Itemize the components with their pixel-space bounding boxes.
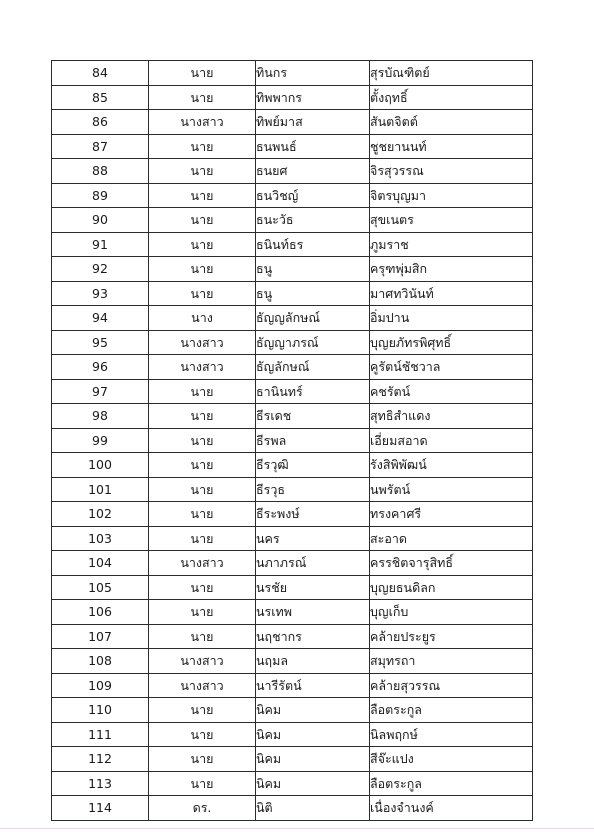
row-number-cell: 84: [52, 61, 149, 86]
table-row: [52, 673, 533, 698]
table-row: [52, 600, 533, 625]
row-number-cell: 86: [52, 110, 149, 135]
last-name-cell: ลือตระกูล: [370, 698, 533, 723]
name-title-cell: นาย: [149, 134, 256, 159]
name-title-cell: นาย: [149, 61, 256, 86]
name-title-cell: นางสาว: [149, 330, 256, 355]
name-title-cell: นาย: [149, 624, 256, 649]
last-name-cell: ภูมราช: [370, 232, 533, 257]
row-number-cell: 102: [52, 502, 149, 527]
name-title-cell: นาย: [149, 747, 256, 772]
row-number-cell: 98: [52, 404, 149, 429]
first-name-cell: ธัญญาภรณ์: [256, 330, 370, 355]
last-name-cell: สุขเนตร: [370, 208, 533, 233]
row-number-cell: 99: [52, 428, 149, 453]
row-number-cell: 114: [52, 796, 149, 821]
row-number-cell: 110: [52, 698, 149, 723]
first-name-cell: นฤชากร: [256, 624, 370, 649]
first-name-cell: ธนู: [256, 281, 370, 306]
last-name-cell: ครรชิตจารุสิทธิ์: [370, 551, 533, 576]
table-row: [52, 61, 533, 86]
last-name-cell: อิ่มปาน: [370, 306, 533, 331]
last-name-cell: นพรัตน์: [370, 477, 533, 502]
table-row: [52, 698, 533, 723]
table-row: [52, 649, 533, 674]
row-number-cell: 104: [52, 551, 149, 576]
last-name-cell: สุทธิสำแดง: [370, 404, 533, 429]
name-title-cell: นาย: [149, 232, 256, 257]
first-name-cell: ธัญญลักษณ์: [256, 306, 370, 331]
name-title-cell: นาย: [149, 526, 256, 551]
first-name-cell: ทิพย์มาส: [256, 110, 370, 135]
last-name-cell: สันตจิตต์: [370, 110, 533, 135]
name-roster-table: [51, 60, 533, 821]
first-name-cell: ธีระพงษ์: [256, 502, 370, 527]
last-name-cell: คชรัตน์: [370, 379, 533, 404]
last-name-cell: เอี่ยมสอาด: [370, 428, 533, 453]
row-number-cell: 90: [52, 208, 149, 233]
first-name-cell: ธัญลักษณ์: [256, 355, 370, 380]
first-name-cell: ธีรวุฒิ: [256, 453, 370, 478]
first-name-cell: นิติ: [256, 796, 370, 821]
table-row: [52, 257, 533, 282]
last-name-cell: จิรสุวรรณ: [370, 159, 533, 184]
last-name-cell: คล้ายประยูร: [370, 624, 533, 649]
table-row: [52, 624, 533, 649]
row-number-cell: 109: [52, 673, 149, 698]
last-name-cell: สุรบัณฑิตย์: [370, 61, 533, 86]
name-title-cell: นาย: [149, 600, 256, 625]
row-number-cell: 85: [52, 85, 149, 110]
last-name-cell: คูรัตน์ชัชวาล: [370, 355, 533, 380]
name-title-cell: นาย: [149, 502, 256, 527]
name-title-cell: นางสาว: [149, 551, 256, 576]
first-name-cell: นคร: [256, 526, 370, 551]
first-name-cell: นิคม: [256, 698, 370, 723]
last-name-cell: ชูชยานนท์: [370, 134, 533, 159]
first-name-cell: ธนู: [256, 257, 370, 282]
name-title-cell: นาย: [149, 85, 256, 110]
row-number-cell: 96: [52, 355, 149, 380]
last-name-cell: จิตรบุญมา: [370, 183, 533, 208]
last-name-cell: เนื่องจำนงค์: [370, 796, 533, 821]
row-number-cell: 89: [52, 183, 149, 208]
table-row: [52, 502, 533, 527]
row-number-cell: 112: [52, 747, 149, 772]
page-bottom-rule: [0, 828, 594, 829]
name-title-cell: นาย: [149, 575, 256, 600]
roster-table-body: [52, 61, 533, 821]
name-title-cell: นาย: [149, 698, 256, 723]
first-name-cell: นฤมล: [256, 649, 370, 674]
last-name-cell: บุญเก็บ: [370, 600, 533, 625]
name-title-cell: นาย: [149, 477, 256, 502]
last-name-cell: ลือตระกูล: [370, 771, 533, 796]
table-row: [52, 404, 533, 429]
first-name-cell: ธนยศ: [256, 159, 370, 184]
row-number-cell: 91: [52, 232, 149, 257]
table-row: [52, 281, 533, 306]
row-number-cell: 87: [52, 134, 149, 159]
row-number-cell: 106: [52, 600, 149, 625]
table-row: [52, 110, 533, 135]
table-row: [52, 85, 533, 110]
table-row: [52, 551, 533, 576]
first-name-cell: นิคม: [256, 722, 370, 747]
table-row: [52, 232, 533, 257]
row-number-cell: 100: [52, 453, 149, 478]
first-name-cell: ธานินทร์: [256, 379, 370, 404]
row-number-cell: 108: [52, 649, 149, 674]
table-row: [52, 355, 533, 380]
table-row: [52, 183, 533, 208]
last-name-cell: บุญยธนดิลก: [370, 575, 533, 600]
name-title-cell: นาย: [149, 379, 256, 404]
row-number-cell: 105: [52, 575, 149, 600]
last-name-cell: ตั้งฤทธิ์: [370, 85, 533, 110]
first-name-cell: ทิพพากร: [256, 85, 370, 110]
name-title-cell: นาย: [149, 183, 256, 208]
row-number-cell: 93: [52, 281, 149, 306]
name-title-cell: นาย: [149, 404, 256, 429]
first-name-cell: ธนวิชญ์: [256, 183, 370, 208]
table-row: [52, 796, 533, 821]
last-name-cell: ทรงคาศรี: [370, 502, 533, 527]
table-row: [52, 134, 533, 159]
name-title-cell: นางสาว: [149, 110, 256, 135]
name-title-cell: นาย: [149, 428, 256, 453]
row-number-cell: 92: [52, 257, 149, 282]
table-row: [52, 477, 533, 502]
first-name-cell: ทินกร: [256, 61, 370, 86]
last-name-cell: บุญยภัทรพิศุทธิ์: [370, 330, 533, 355]
name-title-cell: นาย: [149, 453, 256, 478]
first-name-cell: ธีรวุธ: [256, 477, 370, 502]
last-name-cell: สีจ๊ะแปง: [370, 747, 533, 772]
row-number-cell: 95: [52, 330, 149, 355]
table-row: [52, 208, 533, 233]
row-number-cell: 88: [52, 159, 149, 184]
last-name-cell: คล้ายสุวรรณ: [370, 673, 533, 698]
first-name-cell: นภาภรณ์: [256, 551, 370, 576]
name-title-cell: นาย: [149, 257, 256, 282]
first-name-cell: ธนพนธ์: [256, 134, 370, 159]
row-number-cell: 107: [52, 624, 149, 649]
name-title-cell: นาย: [149, 159, 256, 184]
row-number-cell: 94: [52, 306, 149, 331]
first-name-cell: ธีรเดช: [256, 404, 370, 429]
table-row: [52, 771, 533, 796]
table-row: [52, 159, 533, 184]
first-name-cell: นรเทพ: [256, 600, 370, 625]
table-row: [52, 330, 533, 355]
first-name-cell: นิคม: [256, 747, 370, 772]
first-name-cell: นิคม: [256, 771, 370, 796]
name-title-cell: นางสาว: [149, 673, 256, 698]
last-name-cell: สมุทรถา: [370, 649, 533, 674]
last-name-cell: รังสิพิพัฒน์: [370, 453, 533, 478]
table-row: [52, 379, 533, 404]
last-name-cell: สะอาด: [370, 526, 533, 551]
first-name-cell: ธีรพล: [256, 428, 370, 453]
row-number-cell: 97: [52, 379, 149, 404]
table-row: [52, 526, 533, 551]
last-name-cell: มาศทวินันท์: [370, 281, 533, 306]
table-row: [52, 428, 533, 453]
name-title-cell: นาย: [149, 722, 256, 747]
row-number-cell: 103: [52, 526, 149, 551]
name-title-cell: นาง: [149, 306, 256, 331]
row-number-cell: 101: [52, 477, 149, 502]
first-name-cell: นรชัย: [256, 575, 370, 600]
row-number-cell: 111: [52, 722, 149, 747]
name-title-cell: นาย: [149, 771, 256, 796]
name-title-cell: นางสาว: [149, 649, 256, 674]
last-name-cell: ครุฑพุ่มสิก: [370, 257, 533, 282]
first-name-cell: นารีรัตน์: [256, 673, 370, 698]
name-title-cell: นางสาว: [149, 355, 256, 380]
table-row: [52, 453, 533, 478]
name-title-cell: ดร.: [149, 796, 256, 821]
first-name-cell: ธนะวัธ: [256, 208, 370, 233]
table-row: [52, 575, 533, 600]
table-row: [52, 722, 533, 747]
first-name-cell: ธนินท์ธร: [256, 232, 370, 257]
table-row: [52, 306, 533, 331]
name-title-cell: นาย: [149, 281, 256, 306]
name-title-cell: นาย: [149, 208, 256, 233]
table-row: [52, 747, 533, 772]
row-number-cell: 113: [52, 771, 149, 796]
last-name-cell: นิลพฤกษ์: [370, 722, 533, 747]
